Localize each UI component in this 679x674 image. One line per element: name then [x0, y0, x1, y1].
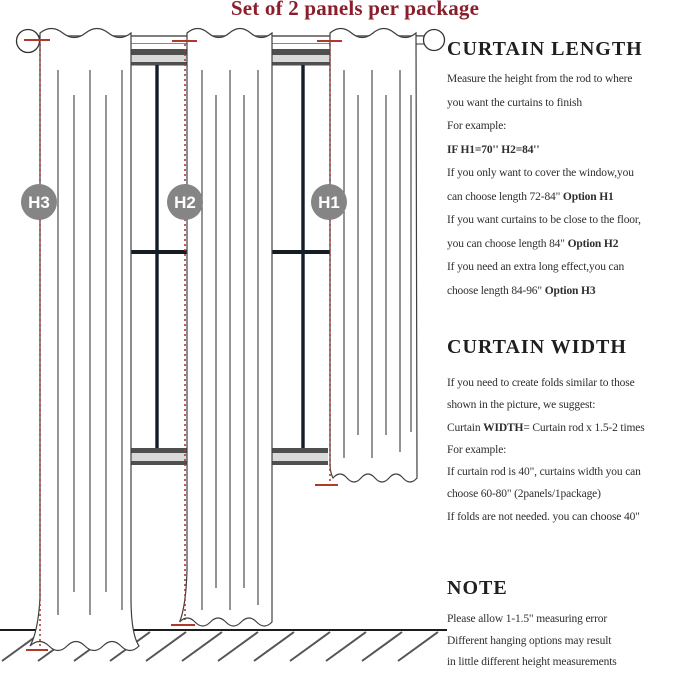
section-curtain-width	[447, 336, 679, 528]
section-body	[447, 372, 679, 528]
text-line	[447, 209, 679, 233]
text-line	[447, 652, 679, 674]
text-segment: IF H1=70'' H2=84''	[447, 143, 540, 156]
window-mullion	[301, 65, 304, 450]
section-curtain-length	[447, 38, 679, 303]
text-segment: Measure the height from the rod to where	[447, 73, 633, 85]
text-line	[447, 631, 679, 653]
text-segment: Option H2	[567, 237, 619, 250]
text-segment: Option H1	[562, 190, 614, 203]
text-segment: For example:	[447, 443, 507, 456]
text-segment: = Curtain rod x 1.5-2 times	[523, 421, 645, 434]
text-segment: If you want curtains to be close to the floor,	[447, 214, 641, 226]
text-line	[447, 483, 679, 505]
h2-badge-label: H2	[174, 193, 196, 212]
h1-badge	[311, 184, 347, 220]
text-segment: If you only want to cover the window,you	[447, 167, 634, 179]
text-line	[447, 186, 679, 210]
text-segment: If folds are not needed. you can choose 40"	[447, 510, 640, 523]
text-line	[447, 609, 679, 631]
text-segment: choose 60-80" (2panels/1package)	[447, 488, 601, 501]
text-segment: you can choose length 84"	[447, 237, 568, 250]
window-crossbar	[131, 250, 187, 254]
text-line	[447, 256, 679, 280]
text-segment: in little different height measurements	[447, 656, 617, 668]
text-line	[447, 461, 679, 483]
text-line	[447, 115, 679, 139]
window-mullion	[155, 65, 158, 450]
section-note	[447, 577, 679, 674]
h1-badge-label: H1	[318, 193, 340, 212]
window-crossbar	[272, 250, 332, 254]
text-line	[447, 68, 679, 92]
curtain-panel-h2	[180, 29, 272, 627]
text-segment: Option H3	[544, 284, 596, 297]
window-left	[131, 44, 187, 466]
curtain-panel-h1	[330, 29, 417, 483]
text-line	[447, 506, 679, 528]
page-title: Set of 2 panels per package	[230, 0, 480, 20]
text-line	[447, 372, 679, 394]
text-segment: WIDTH	[483, 421, 524, 434]
text-line	[447, 280, 679, 304]
section-heading: CURTAIN WIDTH	[447, 336, 627, 358]
section-body	[447, 609, 679, 674]
text-line	[447, 417, 679, 439]
text-segment: If you need an extra long effect,you can	[447, 261, 625, 273]
text-segment: Different hanging options may result	[447, 634, 612, 647]
h2-badge	[167, 184, 203, 220]
text-segment: can choose length 72-84"	[447, 190, 563, 203]
text-line	[447, 139, 679, 163]
curtain-panel-h3	[30, 29, 139, 651]
text-segment: you want the curtains to finish	[447, 96, 582, 109]
text-segment: If curtain rod is 40", curtains width you can	[447, 466, 641, 479]
section-heading: CURTAIN LENGTH	[447, 38, 643, 60]
text-line	[447, 162, 679, 186]
text-segment: choose length 84-96"	[447, 284, 545, 297]
text-line	[447, 439, 679, 461]
text-segment: For example:	[447, 120, 507, 132]
text-line	[447, 233, 679, 257]
section-body	[447, 68, 679, 303]
rod-finial-right	[414, 30, 445, 51]
section-heading: NOTE	[447, 577, 508, 599]
text-line	[447, 394, 679, 416]
window-right	[272, 44, 332, 466]
h3-badge	[21, 184, 57, 220]
text-segment: If you need to create folds similar to those	[447, 377, 635, 389]
text-line	[447, 92, 679, 116]
text-segment: Please allow 1-1.5" measuring error	[447, 613, 608, 625]
text-segment: shown in the picture, we suggest:	[447, 399, 596, 412]
text-segment: Curtain	[447, 421, 484, 434]
h3-badge-label: H3	[28, 193, 50, 212]
